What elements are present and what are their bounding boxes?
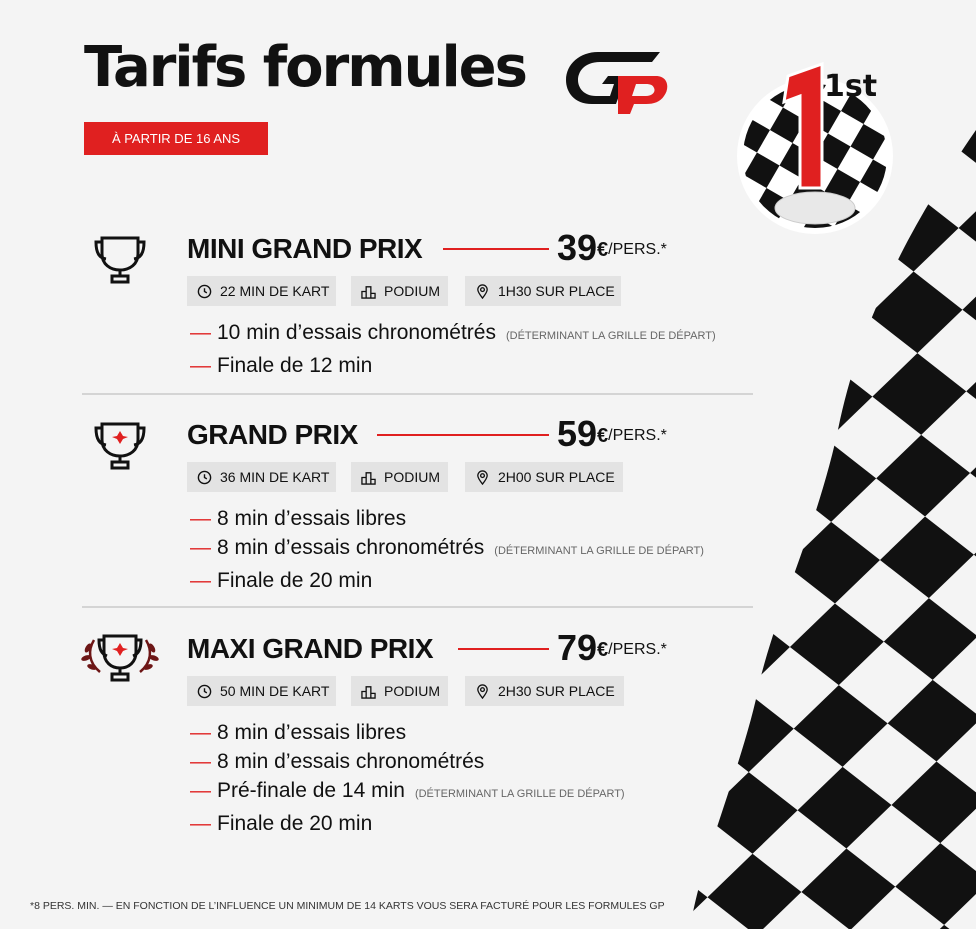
trophy-star-icon (80, 418, 160, 478)
first-place-medal (736, 58, 894, 238)
list-item: — 8 min d’essais chronométrés (DÉTERMINANT LA GRILLE DE DÉPART) (190, 536, 704, 559)
location-icon (475, 684, 490, 699)
list-item: — 8 min d’essais libres (190, 721, 407, 744)
podium-chip: PODIUM (351, 462, 448, 492)
formula-name: MAXI GRAND PRIX (187, 633, 434, 664)
formula-price: $59^{€/PERS.*}$ (557, 413, 667, 454)
page-title: Tarifs formules (84, 35, 526, 100)
podium-chip: PODIUM (351, 276, 448, 306)
formula-items (190, 504, 704, 595)
list-item: — Pré-finale de 14 min (DÉTERMINANT LA GRILLE DE DÉPART) (190, 779, 625, 802)
gp-logo (560, 44, 672, 116)
formula-name: GRAND PRIX (187, 419, 358, 450)
duration-chip: 50 MIN DE KART (187, 676, 336, 706)
trophy-laurel-icon (80, 632, 160, 692)
location-icon (475, 470, 490, 485)
duration-chip: 36 MIN DE KART (187, 462, 336, 492)
list-item: — Finale de 12 min (190, 354, 373, 377)
age-badge: À PARTIR DE 16 ANS (84, 122, 268, 155)
formula-price: $79^{€/PERS.*}$ (557, 627, 667, 668)
trophy-icon (80, 232, 160, 292)
duration-chip: 22 MIN DE KART (187, 276, 336, 306)
list-item: — 8 min d’essais chronométrés (190, 750, 485, 773)
medal-text: 1st (824, 69, 878, 104)
footer-note: *8 PERS. MIN. — EN FONCTION DE L’INFLUENCE UN MINIMUM DE 14 KARTS VOUS SERA FACTURÉ POUR LES FORMULES GP (30, 900, 665, 912)
location-icon (475, 284, 490, 299)
formula-price: $39^{€/PERS.*}$ (557, 227, 667, 268)
price-divider-line (458, 648, 549, 650)
onsite-time-chip: 1H30 SUR PLACE (465, 276, 621, 306)
podium-icon (361, 470, 376, 485)
clock-icon (197, 684, 212, 699)
formula-items (190, 718, 625, 838)
list-item: — 10 min d’essais chronométrés (DÉTERMINANT LA GRILLE DE DÉPART) (190, 321, 716, 344)
price-divider-line (377, 434, 549, 436)
list-item: — Finale de 20 min (190, 569, 373, 592)
formula-name: MINI GRAND PRIX (187, 233, 423, 264)
list-item: — Finale de 20 min (190, 812, 373, 835)
podium-chip: PODIUM (351, 676, 448, 706)
onsite-time-chip: 2H30 SUR PLACE (465, 676, 624, 706)
clock-icon (197, 284, 212, 299)
podium-icon (361, 684, 376, 699)
formula-items (190, 318, 716, 380)
divider (82, 393, 753, 395)
onsite-time-chip: 2H00 SUR PLACE (465, 462, 623, 492)
clock-icon (197, 470, 212, 485)
podium-icon (361, 284, 376, 299)
price-divider-line (443, 248, 549, 250)
divider (82, 606, 753, 608)
list-item: — 8 min d’essais libres (190, 507, 407, 530)
